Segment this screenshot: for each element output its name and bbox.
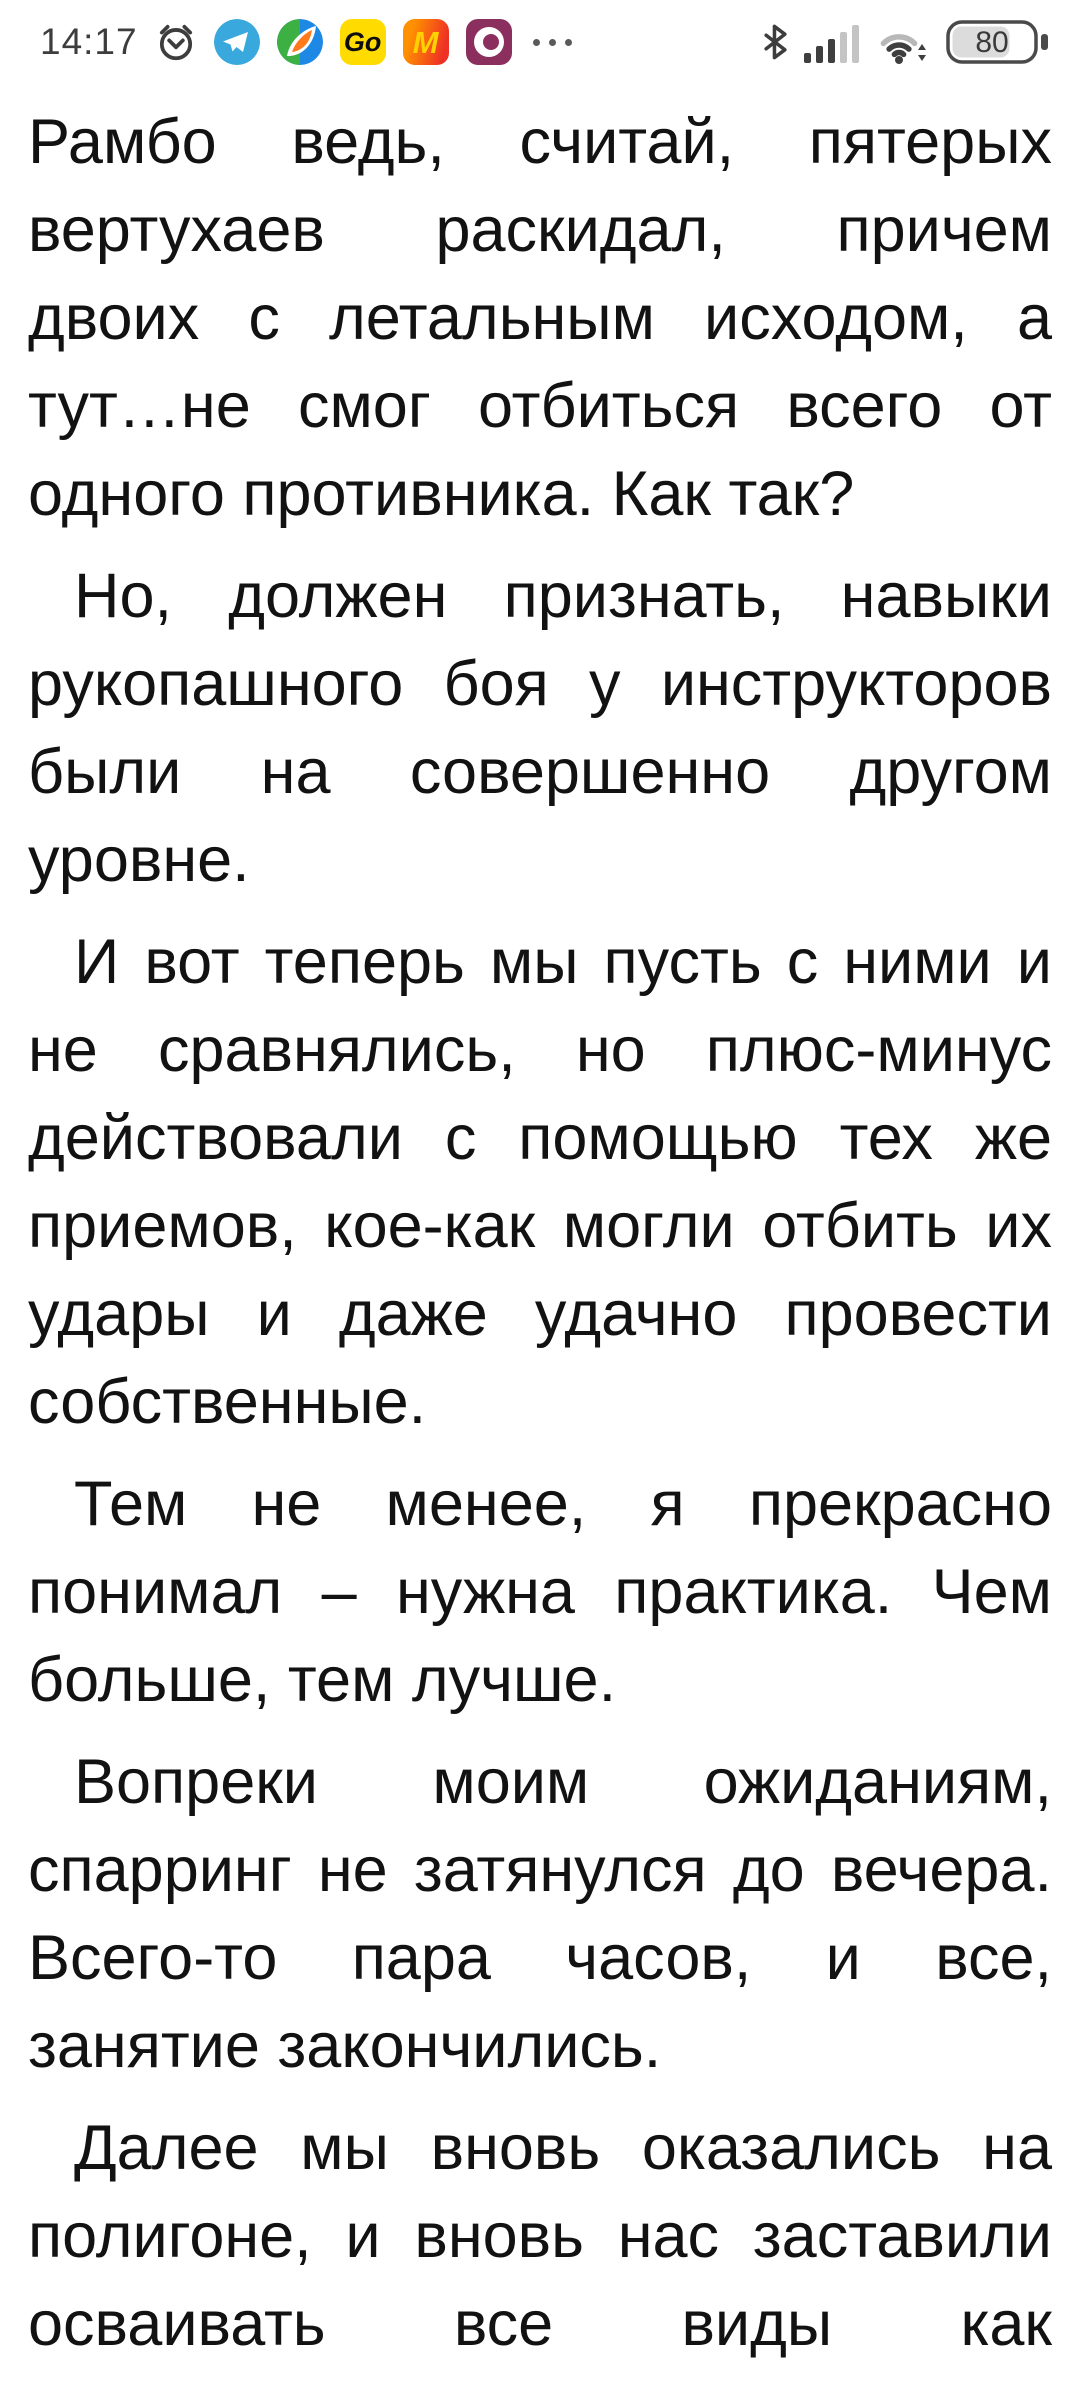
bluetooth-icon — [762, 24, 789, 60]
cell-signal-icon — [804, 21, 860, 63]
wifi-icon — [875, 19, 931, 65]
battery-percent: 80 — [975, 26, 1009, 59]
paragraph: Но, должен признать, навыки рукопашного боя у инструкторов были на совершенно другом уровне. — [28, 561, 1052, 895]
more-notifications-icon — [533, 39, 572, 46]
status-bar[interactable] — [0, 0, 1080, 78]
telegram-icon — [214, 19, 260, 65]
battery-indicator — [946, 19, 1050, 65]
weather-leaf-icon — [277, 19, 323, 65]
go-app-icon — [340, 19, 386, 65]
status-time: 14:17 — [40, 21, 138, 62]
paragraph: Рамбо ведь, считай, пятерых вертухаев раскидал, причем двоих с летальным исходом, а тут…не смог отбиться всего от одного противника. Как так? — [28, 107, 1052, 529]
paragraph: Далее мы вновь оказались на полигоне, и вновь нас заставили осваивать все виды как — [28, 2113, 1052, 2359]
alarm-clock-icon — [155, 21, 197, 63]
go-app-label: Go — [343, 26, 382, 57]
paragraph: И вот теперь мы пусть с ними и не сравнялись, но плюс-минус действовали с помощью тех же приемов, кое-как могли отбить их удары и даже удачно провести собственные. — [28, 927, 1052, 1437]
media-app-icon — [466, 19, 512, 65]
m-app-label: M — [412, 24, 439, 60]
m-app-icon — [403, 19, 449, 65]
book-page[interactable] — [0, 78, 1080, 2368]
paragraph: Тем не менее, я прекрасно понимал – нужна практика. Чем больше, тем лучше. — [28, 1469, 1052, 1715]
paragraph: Вопреки моим ожиданиям, спарринг не затянулся до вечера. Всего-то пара часов, и все, занятие закончились. — [28, 1747, 1052, 2081]
